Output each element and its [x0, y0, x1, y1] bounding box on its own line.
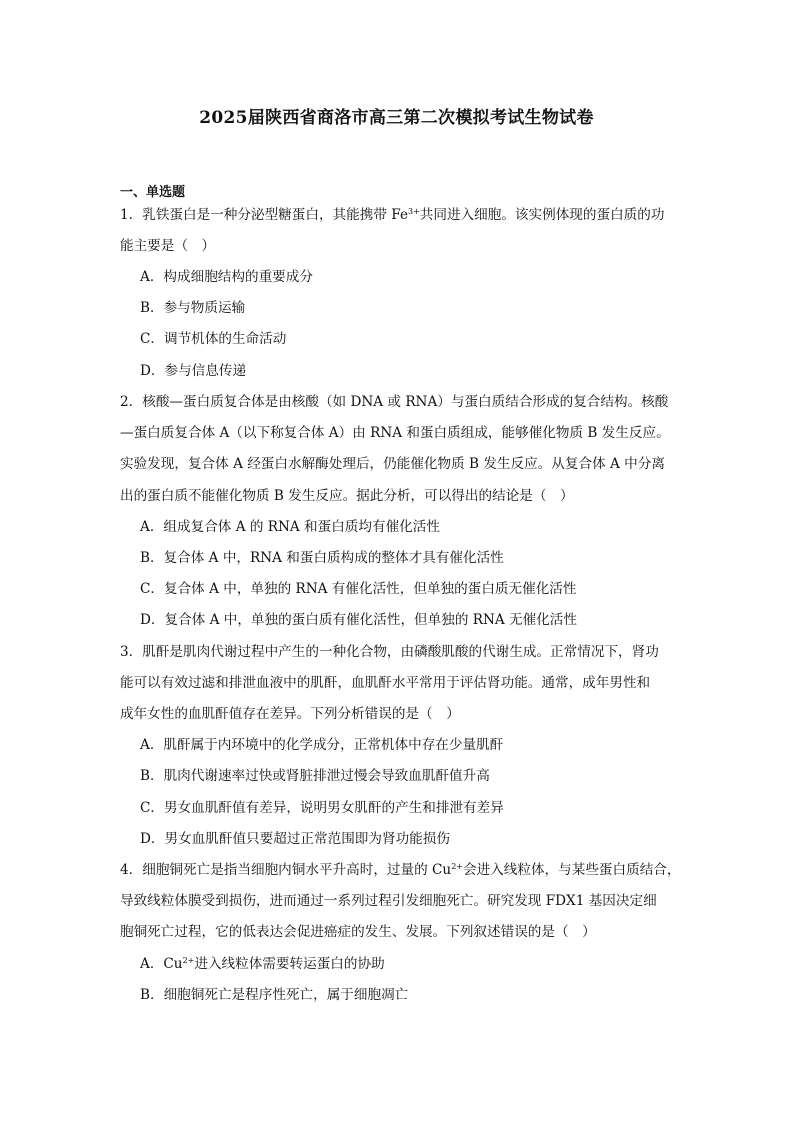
- question-3-option-a: A．肌酐属于内环境中的化学成分，正常机体中存在少量肌酐: [140, 737, 504, 753]
- question-1-line-1: [120, 206, 664, 224]
- question-2-line-2: —蛋白质复合体 A（以下称复合体 A）由 RNA 和蛋白质组成，能够催化物质 B 发生反应。: [120, 425, 670, 441]
- question-1-text-a: 1．乳铁蛋白是一种分泌型糖蛋白，其能携带 Fe: [120, 207, 408, 223]
- question-4-option-a-text-b: 进入线粒体需要转运蛋白的协助: [194, 956, 385, 972]
- question-4-option-a-superscript: 2+: [182, 956, 195, 965]
- question-2-option-d: D．复合体 A 中，单独的蛋白质有催化活性，但单独的 RNA 无催化活性: [140, 612, 577, 628]
- question-1-option-a: A．构成细胞结构的重要成分: [140, 269, 313, 285]
- question-4-line-2: 导致线粒体膜受到损伤，进而通过一系列过程引发细胞死亡。研究发现 FDX1 基因决定细: [120, 893, 657, 909]
- question-1-option-d: D．参与信息传递: [140, 363, 247, 379]
- question-1-superscript: 3+: [407, 207, 420, 216]
- question-1-option-c: C．调节机体的生命活动: [140, 331, 287, 347]
- question-3-option-d: D．男女血肌酐值只要超过正常范围即为肾功能损伤: [140, 831, 450, 847]
- question-2-option-a: A．组成复合体 A 的 RNA 和蛋白质均有催化活性: [140, 519, 440, 535]
- question-3-option-b: B．肌肉代谢速率过快或肾脏排泄过慢会导致血肌酐值升高: [140, 768, 490, 784]
- question-2-option-c: C．复合体 A 中，单独的 RNA 有催化活性，但单独的蛋白质无催化活性: [140, 581, 577, 597]
- question-4-option-a-text-a: A．Cu: [140, 956, 183, 972]
- document-title: 2025届陕西省商洛市高三第二次模拟考试生物试卷: [199, 108, 594, 128]
- question-3-line-3: 成年女性的血肌酐值存在差异。下列分析错误的是（ ）: [120, 706, 460, 722]
- question-2-line-1: 2．核酸—蛋白质复合体是由核酸（如 DNA 或 RNA）与蛋白质结合形成的复合结构。核酸: [120, 394, 669, 410]
- question-4-line-1: [120, 861, 680, 879]
- question-3-line-1: 3．肌酐是肌肉代谢过程中产生的一种化合物，由磷酸肌酸的代谢生成。正常情况下，肾功: [120, 644, 659, 660]
- question-2-line-3: 实验发现，复合体 A 经蛋白水解酶处理后，仍能催化物质 B 发生反应。从复合体 A 中分离: [120, 456, 665, 472]
- question-2-line-4: 出的蛋白质不能催化物质 B 发生反应。据此分析，可以得出的结论是（ ）: [120, 488, 574, 504]
- question-1-line-2: 能主要是（ ）: [120, 238, 216, 254]
- section-heading: 一、单选题: [120, 185, 186, 200]
- question-4-text-a: 4．细胞铜死亡是指当细胞内铜水平升高时，过量的 Cu: [120, 862, 452, 878]
- question-4-option-a: [140, 955, 385, 973]
- question-1-text-b: 共同进入细胞。该实例体现的蛋白质的功: [419, 207, 665, 223]
- question-2-option-b: B．复合体 A 中，RNA 和蛋白质构成的整体才具有催化活性: [140, 550, 504, 566]
- question-4-option-b: B．细胞铜死亡是程序性死亡，属于细胞凋亡: [140, 987, 409, 1003]
- question-4-superscript: 2+: [451, 862, 463, 871]
- question-4-text-b: 会进入线粒体，与某些蛋白质结合，: [462, 862, 681, 878]
- question-4-line-3: 胞铜死亡过程，它的低表达会促进癌症的发生、发展。下列叙述错误的是（ ）: [120, 924, 596, 940]
- question-3-line-2: 能可以有效过滤和排泄血液中的肌酐，血肌酐水平常用于评估肾功能。通常，成年男性和: [120, 675, 651, 691]
- question-3-option-c: C．男女血肌酐值有差异，说明男女肌酐的产生和排泄有差异: [140, 800, 504, 816]
- question-1-option-b: B．参与物质运输: [140, 300, 246, 316]
